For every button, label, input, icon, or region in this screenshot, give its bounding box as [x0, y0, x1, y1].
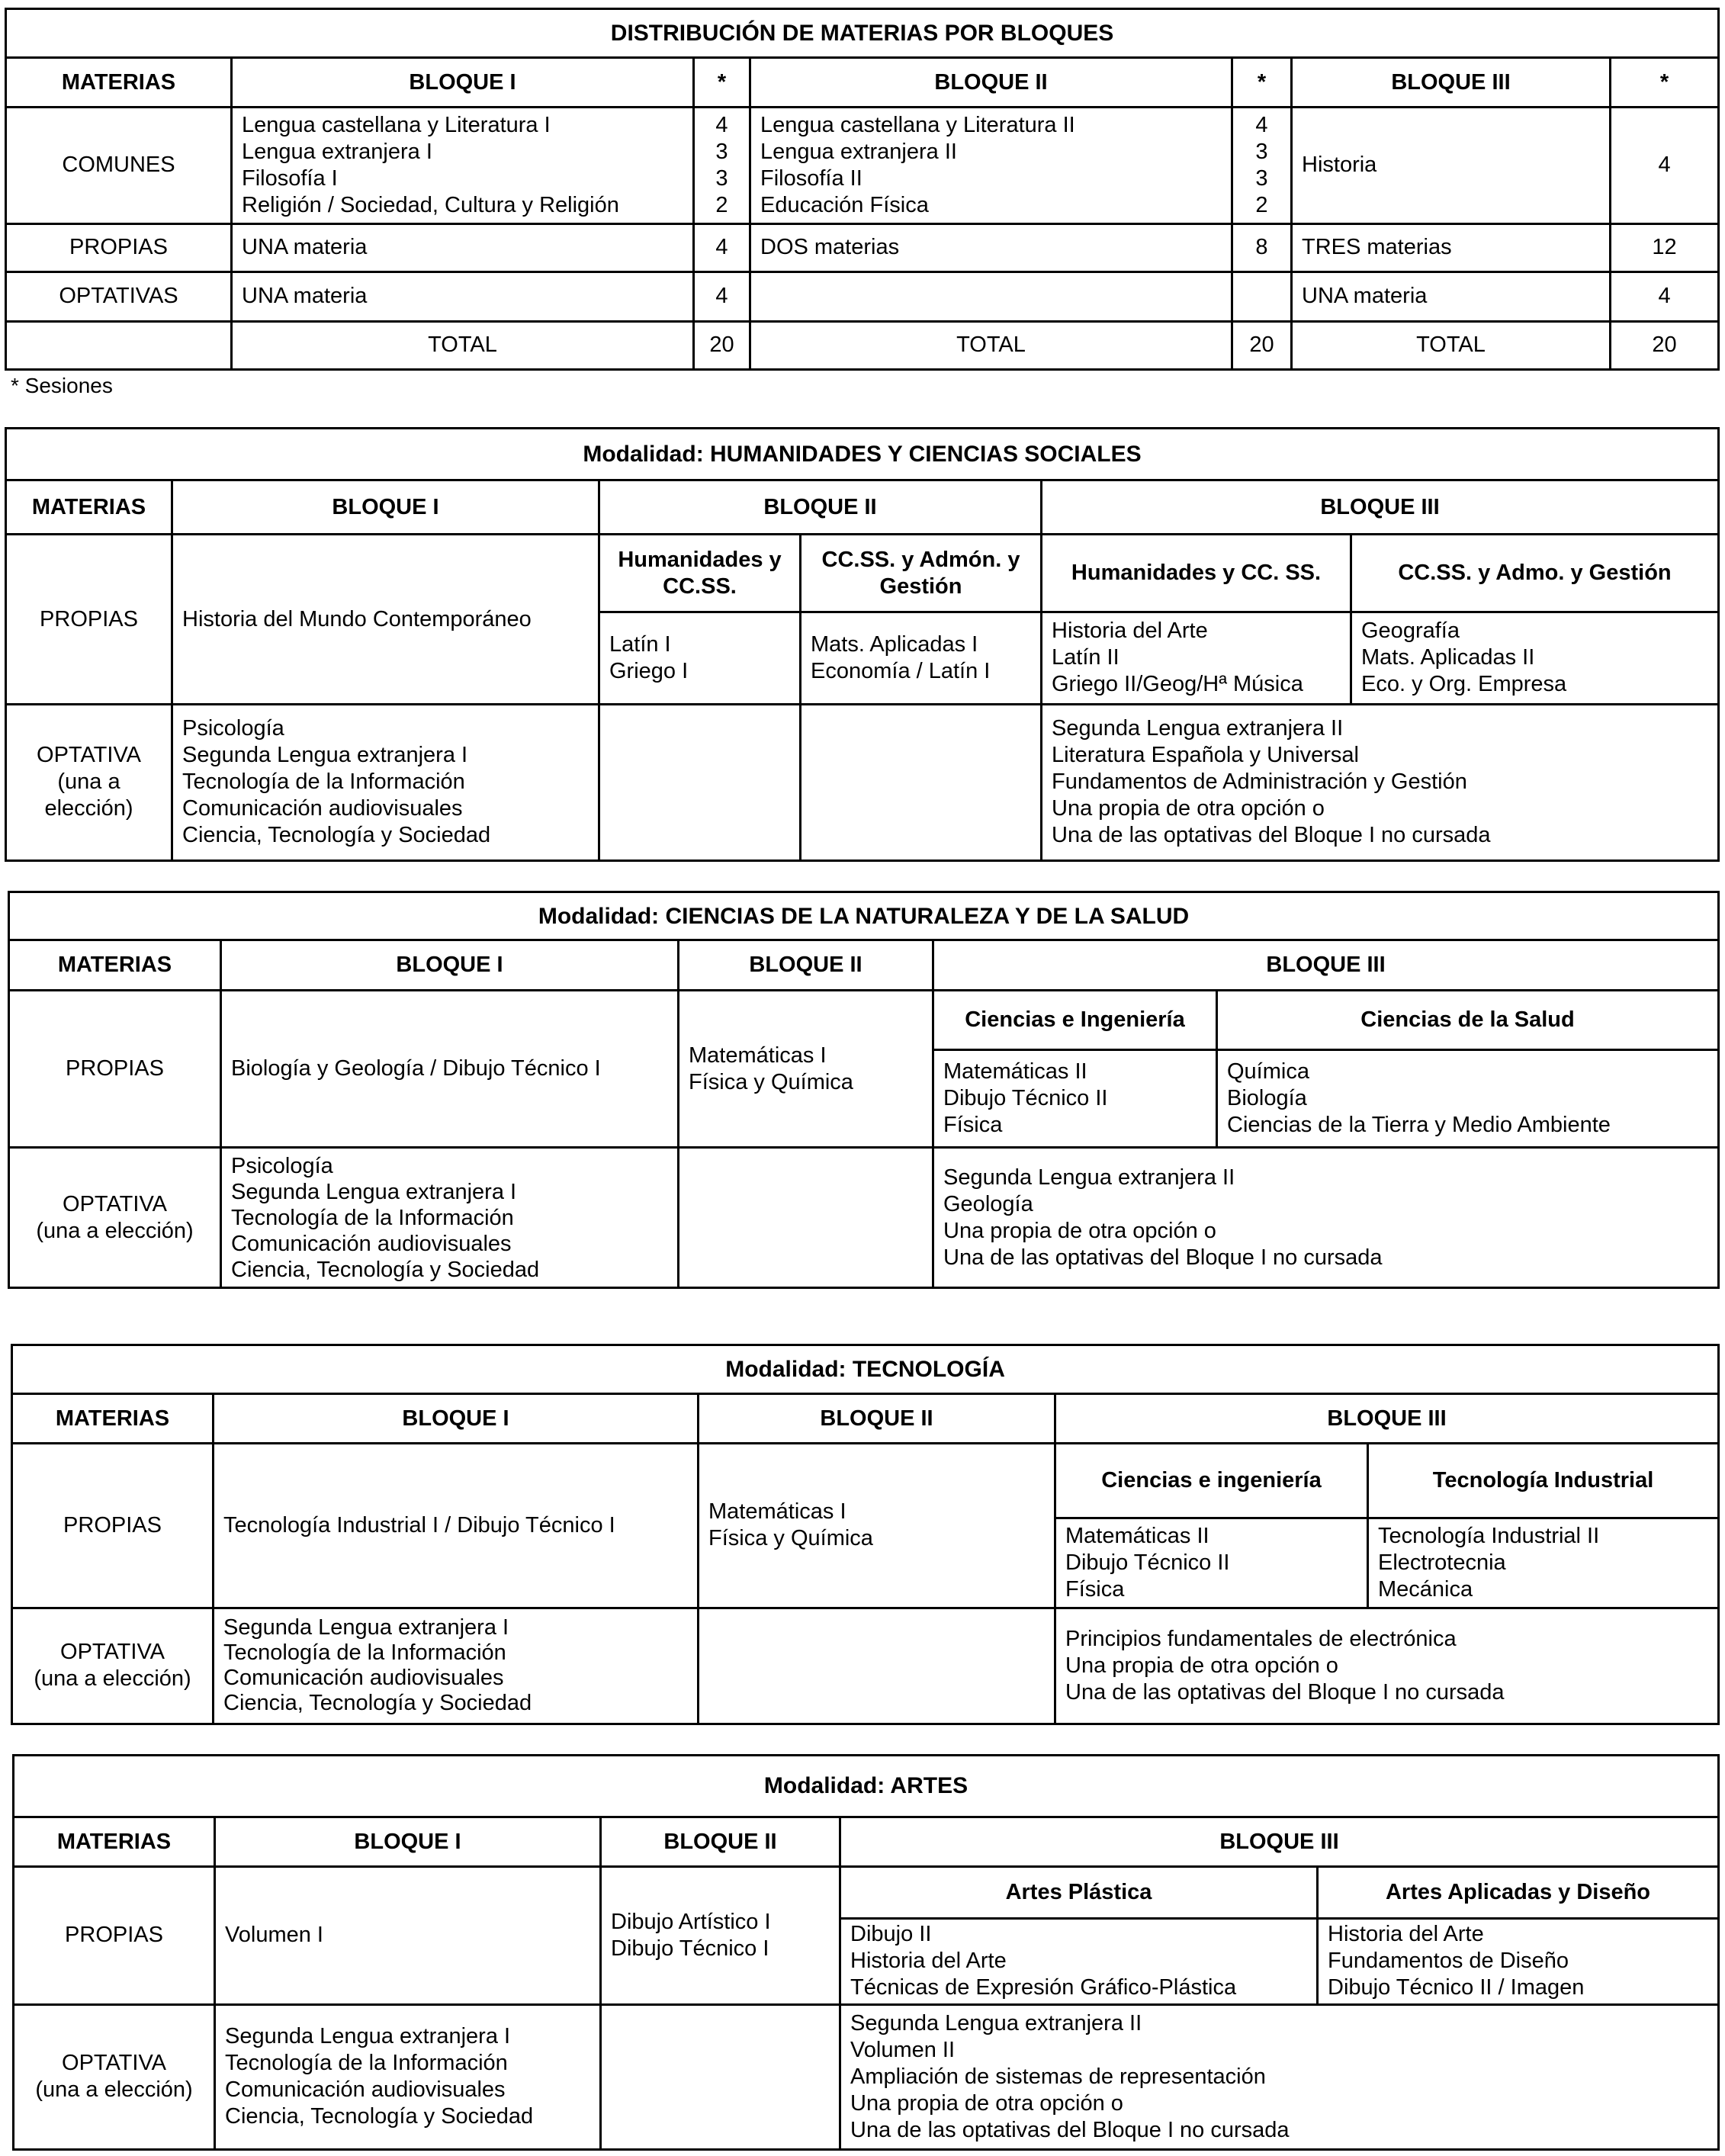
col-materias: MATERIAS	[12, 1394, 214, 1444]
optativa-bloque-3	[933, 1148, 1719, 1288]
propias-b3-salud	[1217, 1050, 1719, 1148]
b2-sessions	[1232, 108, 1292, 224]
subject: Segunda Lengua extranjera I	[231, 1179, 517, 1204]
col-sessions-2: *	[1232, 58, 1292, 108]
subject: Latín II	[1052, 645, 1119, 670]
subject: Ciencias de la Tierra y Medio Ambiente	[1227, 1113, 1611, 1137]
session-count: 4	[715, 112, 728, 137]
col-sessions-3: *	[1611, 58, 1719, 108]
subject: Segunda Lengua extranjera I	[223, 1615, 509, 1640]
subject: Lengua castellana y Literatura II	[760, 112, 1075, 137]
session-count: 3	[715, 165, 728, 191]
subject: Técnicas de Expresión Gráfico-Plástica	[850, 1975, 1237, 2000]
b1-subjects	[232, 108, 694, 224]
b1-sessions	[694, 108, 750, 224]
col-materias: MATERIAS	[9, 940, 221, 991]
propias-b3-ingenieria	[1055, 1518, 1368, 1608]
col-bloque-3: BLOQUE III	[840, 1817, 1719, 1867]
subject: Tecnología de la Información	[231, 1205, 514, 1230]
subject: Segunda Lengua extranjera II	[850, 2010, 1142, 2036]
subject: Una de las optativas del Bloque I no cursada	[1065, 1679, 1505, 1705]
subject: Ciencia, Tecnología y Sociedad	[225, 2104, 534, 2129]
subject: Segunda Lengua extranjera I	[182, 743, 468, 768]
b2-subjects	[750, 108, 1232, 224]
subject: Una propia de otra opción o	[943, 1218, 1216, 1243]
subject: Latín I	[609, 631, 671, 657]
label-line: (una a	[57, 770, 120, 795]
session-count: 2	[1255, 192, 1268, 217]
propias-bloque-1: Volumen I	[215, 1867, 601, 2004]
col-sessions-1: *	[694, 58, 750, 108]
subject: Dibujo Artístico I	[611, 1909, 771, 1934]
row-label-propias: PROPIAS	[12, 1444, 214, 1608]
col-bloque-2: BLOQUE II	[679, 940, 933, 991]
subject: Dibujo Técnico II	[943, 1086, 1108, 1110]
humanidades-table	[5, 427, 1720, 862]
session-count: 2	[715, 192, 728, 217]
row-label: OPTATIVAS	[6, 272, 232, 321]
subject: Geografía	[1361, 619, 1460, 644]
subheader-b3-plastica: Artes Plástica	[840, 1867, 1318, 1919]
ciencias-table	[8, 891, 1720, 1289]
row-label-optativa	[9, 1148, 221, 1288]
propias-bloque-2	[601, 1867, 840, 2004]
col-bloque-1: BLOQUE I	[172, 480, 599, 535]
subject: Una propia de otra opción o	[1065, 1653, 1338, 1678]
session-count: 3	[1255, 139, 1268, 164]
optativa-bloque-1	[172, 704, 599, 860]
col-bloque-2: BLOQUE II	[699, 1394, 1055, 1444]
label-line: (una a elección)	[36, 1218, 194, 1243]
col-bloque-3: BLOQUE III	[933, 940, 1719, 991]
subheader-b3-diseno: Artes Aplicadas y Diseño	[1318, 1867, 1719, 1919]
propias-b3-industrial	[1368, 1518, 1719, 1608]
b3-subjects: TRES materias	[1292, 223, 1611, 272]
session-count: 3	[715, 139, 728, 164]
subject: Literatura Española y Universal	[1052, 743, 1359, 768]
subject: Tecnología de la Información	[225, 2051, 508, 2076]
b3-sessions: 12	[1611, 223, 1719, 272]
optativa-b2-humanidades	[599, 704, 801, 860]
subject: Educación Física	[760, 192, 929, 217]
propias-b2-ccss	[801, 612, 1042, 704]
subject: Dibujo Técnico I	[611, 1936, 769, 1961]
label-line: OPTATIVA	[62, 2051, 166, 2076]
row-label-propias: PROPIAS	[14, 1867, 215, 2004]
optativa-bloque-1	[221, 1148, 679, 1288]
subject: Historia del Arte	[1328, 1922, 1484, 1947]
total-label: TOTAL	[750, 321, 1232, 369]
total-label: TOTAL	[232, 321, 694, 369]
subheader-b3-industrial: Tecnología Industrial	[1368, 1444, 1719, 1518]
row-optativas	[6, 272, 1719, 321]
b3-subjects: UNA materia	[1292, 272, 1611, 321]
optativa-bloque-1	[214, 1608, 699, 1724]
b1-subjects: UNA materia	[232, 223, 694, 272]
subheader-b3-ingenieria: Ciencias e Ingeniería	[933, 991, 1217, 1050]
subject: Principios fundamentales de electrónica	[1065, 1626, 1457, 1651]
subject: Física y Química	[708, 1526, 873, 1551]
subject: Tecnología de la Información	[223, 1640, 506, 1666]
modalidad-title: Modalidad: CIENCIAS DE LA NATURALEZA Y DE LA SALUD	[9, 892, 1719, 940]
col-bloque-3: BLOQUE III	[1042, 480, 1719, 535]
distribution-title: DISTRIBUCIÓN DE MATERIAS POR BLOQUES	[6, 9, 1719, 58]
row-label: COMUNES	[6, 108, 232, 224]
propias-b3-humanidades	[1042, 612, 1351, 704]
optativa-bloque-1	[215, 2004, 601, 2149]
subject: Ciencia, Tecnología y Sociedad	[223, 1691, 532, 1716]
col-bloque-2: BLOQUE II	[601, 1817, 840, 1867]
subject: Segunda Lengua extranjera II	[1052, 716, 1344, 741]
session-count: 4	[1255, 112, 1268, 137]
subject: Electrotecnia	[1378, 1550, 1506, 1575]
propias-bloque-2	[679, 991, 933, 1148]
subject: Dibujo II	[850, 1922, 932, 1947]
subject: Ciencia, Tecnología y Sociedad	[182, 823, 491, 848]
subheader-b3-humanidades: Humanidades y CC. SS.	[1042, 535, 1351, 612]
subheader-b2-ccss: CC.SS. y Admón. y Gestión	[801, 535, 1042, 612]
propias-bloque-1: Tecnología Industrial I / Dibujo Técnico I	[214, 1444, 699, 1608]
col-bloque-1: BLOQUE I	[214, 1394, 699, 1444]
optativa-bloque-3	[1055, 1608, 1719, 1724]
subject: Griego I	[609, 658, 689, 683]
subject: Física	[1065, 1576, 1125, 1602]
subject: Tecnología Industrial II	[1378, 1523, 1600, 1548]
optativa-bloque-3	[840, 2004, 1719, 2149]
row-comunes	[6, 108, 1719, 224]
b2-sessions: 8	[1232, 223, 1292, 272]
row-label-optativa	[12, 1608, 214, 1724]
subject: Ampliación de sistemas de representación	[850, 2064, 1266, 2089]
modalidad-title: Modalidad: ARTES	[14, 1756, 1719, 1817]
subject: Psicología	[182, 716, 284, 741]
subject: Religión / Sociedad, Cultura y Religión	[242, 192, 619, 217]
col-bloque-1: BLOQUE I	[215, 1817, 601, 1867]
sessions-footnote: * Sesiones	[11, 374, 113, 397]
b1-sessions: 4	[694, 272, 750, 321]
subject: Mats. Aplicadas II	[1361, 645, 1535, 670]
col-bloque-2: BLOQUE II	[599, 480, 1042, 535]
modalidad-title: Modalidad: HUMANIDADES Y CIENCIAS SOCIALES	[6, 429, 1719, 480]
subject: Matemáticas I	[689, 1043, 827, 1068]
propias-bloque-1: Historia del Mundo Contemporáneo	[172, 535, 599, 704]
subject: Ciencia, Tecnología y Sociedad	[231, 1257, 540, 1282]
col-bloque-3: BLOQUE III	[1292, 58, 1611, 108]
subheader-b3-ingenieria: Ciencias e ingeniería	[1055, 1444, 1368, 1518]
label-line: OPTATIVA	[37, 743, 141, 768]
b2-subjects: DOS materias	[750, 223, 1232, 272]
b1-subjects: UNA materia	[232, 272, 694, 321]
subject: Segunda Lengua extranjera I	[225, 2024, 511, 2049]
optativa-bloque-2	[699, 1608, 1055, 1724]
optativa-b2-ccss	[801, 704, 1042, 860]
subject: Una de las optativas del Bloque I no cursada	[1052, 823, 1491, 848]
subject: Comunicación audiovisuales	[225, 2077, 506, 2103]
b2-sessions	[1232, 272, 1292, 321]
b2-subjects	[750, 272, 1232, 321]
row-label-optativa	[14, 2004, 215, 2149]
col-bloque-1: BLOQUE I	[221, 940, 679, 991]
subject: Matemáticas II	[943, 1059, 1087, 1084]
propias-b3-diseno	[1318, 1918, 1719, 2004]
total-value: 20	[694, 321, 750, 369]
label-line: OPTATIVA	[60, 1640, 165, 1665]
subject: Una propia de otra opción o	[1052, 796, 1325, 821]
propias-bloque-2	[699, 1444, 1055, 1608]
row-label-propias: PROPIAS	[6, 535, 172, 704]
artes-table	[12, 1754, 1720, 2151]
label-line: OPTATIVA	[63, 1191, 167, 1216]
subject: Volumen II	[850, 2037, 956, 2062]
optativa-bloque-2	[679, 1148, 933, 1288]
subheader-b3-salud: Ciencias de la Salud	[1217, 991, 1719, 1050]
subject: Filosofía II	[760, 165, 862, 191]
subject: Filosofía I	[242, 165, 338, 191]
propias-b2-humanidades	[599, 612, 801, 704]
subject: Fundamentos de Diseño	[1328, 1949, 1569, 1974]
subject: Comunicación audiovisuales	[231, 1231, 512, 1256]
subject: Matemáticas II	[1065, 1523, 1209, 1548]
subject: Lengua extranjera I	[242, 139, 432, 164]
label-line: (una a elección)	[34, 1666, 191, 1692]
label-line: (una a elección)	[35, 2077, 193, 2103]
subject: Geología	[943, 1191, 1033, 1216]
subject: Química	[1227, 1059, 1309, 1084]
subject: Matemáticas I	[708, 1499, 846, 1525]
total-label: TOTAL	[1292, 321, 1611, 369]
subject: Una propia de otra opción o	[850, 2090, 1123, 2116]
subject: Dibujo Técnico II	[1065, 1550, 1230, 1575]
propias-b3-ccss	[1351, 612, 1719, 704]
optativa-bloque-2	[601, 2004, 840, 2149]
subject: Tecnología de la Información	[182, 770, 465, 795]
subheader-b2-humanidades: Humanidades y CC.SS.	[599, 535, 801, 612]
b1-sessions: 4	[694, 223, 750, 272]
subject: Mats. Aplicadas I	[811, 631, 978, 657]
propias-b3-plastica	[840, 1918, 1318, 2004]
col-bloque-3: BLOQUE III	[1055, 1394, 1719, 1444]
row-total	[6, 321, 1719, 369]
subject: Comunicación audiovisuales	[223, 1666, 504, 1691]
modalidad-title: Modalidad: TECNOLOGÍA	[12, 1345, 1719, 1394]
total-value: 20	[1611, 321, 1719, 369]
subject: Física y Química	[689, 1069, 853, 1094]
b3-subjects: Historia	[1292, 108, 1611, 224]
subject: Una de las optativas del Bloque I no cursada	[943, 1245, 1383, 1270]
col-bloque-2: BLOQUE II	[750, 58, 1232, 108]
subject: Segunda Lengua extranjera II	[943, 1165, 1235, 1190]
subject: Comunicación audiovisuales	[182, 796, 463, 821]
col-materias: MATERIAS	[6, 58, 232, 108]
row-propias	[6, 223, 1719, 272]
row-label-optativa	[6, 704, 172, 860]
subject: Lengua castellana y Literatura I	[242, 112, 551, 137]
row-label-propias: PROPIAS	[9, 991, 221, 1148]
b3-sessions: 4	[1611, 272, 1719, 321]
subject: Lengua extranjera II	[760, 139, 957, 164]
subject: Economía / Latín I	[811, 658, 991, 683]
total-value: 20	[1232, 321, 1292, 369]
col-materias: MATERIAS	[6, 480, 172, 535]
subject: Historia del Arte	[850, 1949, 1007, 1974]
row-label	[6, 321, 232, 369]
col-bloque-1: BLOQUE I	[232, 58, 694, 108]
subject: Una de las optativas del Bloque I no cursada	[850, 2117, 1290, 2142]
subheader-b3-ccss: CC.SS. y Admo. y Gestión	[1351, 535, 1719, 612]
col-materias: MATERIAS	[14, 1817, 215, 1867]
subject: Griego II/Geog/Hª Música	[1052, 672, 1303, 697]
session-count: 3	[1255, 165, 1268, 191]
propias-b3-ingenieria	[933, 1050, 1217, 1148]
label-line: elección)	[44, 796, 133, 821]
optativa-bloque-3	[1042, 704, 1719, 860]
subject: Fundamentos de Administración y Gestión	[1052, 770, 1467, 795]
subject: Dibujo Técnico II / Imagen	[1328, 1975, 1585, 2000]
subject: Psicología	[231, 1153, 333, 1178]
subject: Biología	[1227, 1086, 1307, 1110]
propias-bloque-1: Biología y Geología / Dibujo Técnico I	[221, 991, 679, 1148]
subject: Física	[943, 1113, 1003, 1137]
b3-sessions: 4	[1611, 108, 1719, 224]
row-label: PROPIAS	[6, 223, 232, 272]
distribution-table	[5, 8, 1720, 371]
subject: Historia del Arte	[1052, 619, 1208, 644]
tecnologia-table	[11, 1344, 1720, 1725]
subject: Eco. y Org. Empresa	[1361, 672, 1567, 697]
subject: Mecánica	[1378, 1576, 1473, 1602]
